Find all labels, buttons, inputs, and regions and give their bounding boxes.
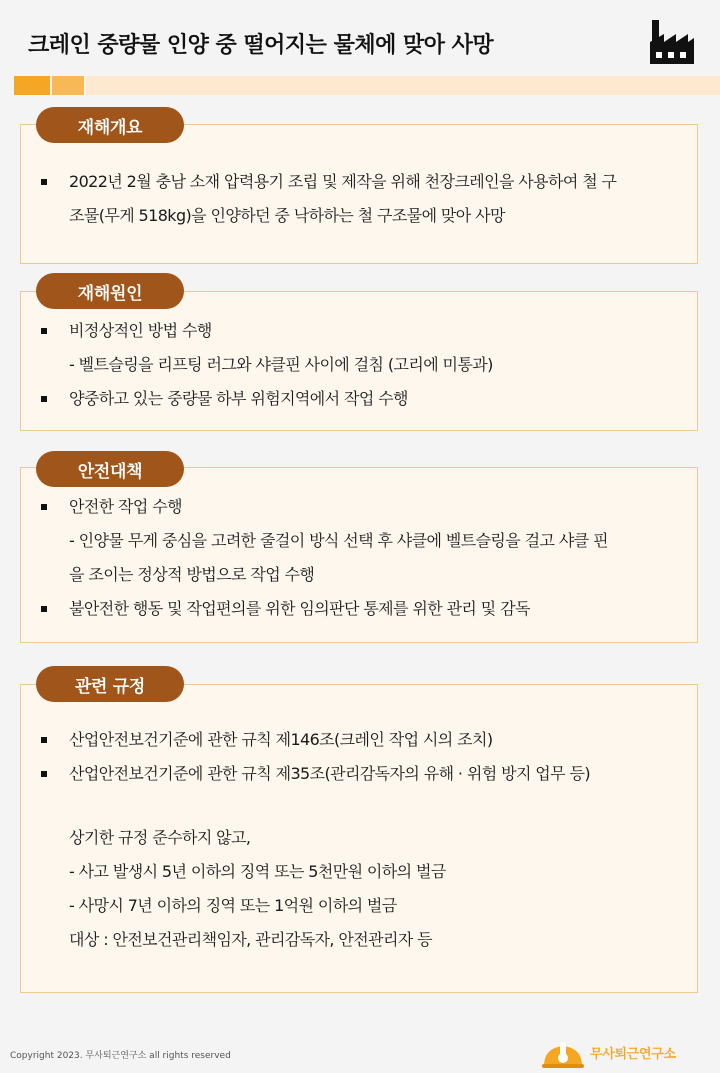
header-accent-bar xyxy=(86,76,720,95)
list-item: - 인양물 무게 중심을 고려한 줄걸이 방식 선택 후 샤클에 벨트슬링을 걸고 샤클 핀 xyxy=(69,531,608,550)
list-item: - 벨트슬링을 리프팅 러그와 샤클핀 사이에 걸침 (고리에 미통과) xyxy=(69,355,493,374)
list-spacer xyxy=(21,791,697,821)
section-cause xyxy=(20,291,698,431)
list-item: 산업안전보건기준에 관한 규칙 제35조(관리감독자의 유해 · 위험 방지 업무 등) xyxy=(21,757,697,791)
logo-text: 무사퇴근연구소 xyxy=(590,1047,676,1062)
list-item: 대상 : 안전보건관리책임자, 관리감독자, 안전관리자 등 xyxy=(69,930,433,949)
hardhat-worker-icon xyxy=(540,1036,586,1070)
section-overview xyxy=(20,124,698,264)
list-item: 불안전한 행동 및 작업편의를 위한 임의판단 통제를 위한 관리 및 감독 xyxy=(21,592,697,626)
list-item: - 사고 발생시 5년 이하의 징역 또는 5천만원 이하의 벌금 xyxy=(69,862,446,881)
list-item: 2022년 2월 충남 소재 압력용기 조립 및 제작을 위해 천장크레인을 사용하여 철 구 xyxy=(21,165,697,199)
section-regulations xyxy=(20,684,698,993)
list-item: 산업안전보건기준에 관한 규칙 제146조(크레인 작업 시의 조치) xyxy=(21,723,697,757)
list-item: 비정상적인 방법 수행 xyxy=(21,314,697,348)
list-item: 조물(무게 518kg)을 인양하던 중 낙하하는 철 구조물에 맞아 사망 xyxy=(69,206,505,225)
list-item: 상기한 규정 준수하지 않고, xyxy=(69,828,251,847)
header-accent-bar xyxy=(14,76,50,95)
list-item: 양중하고 있는 중량물 하부 위험지역에서 작업 수행 xyxy=(21,382,697,416)
section-measures xyxy=(20,467,698,643)
section-tag-regulations: 관련 규정 xyxy=(36,666,184,702)
header-accent-bar xyxy=(52,76,84,95)
copyright-text: Copyright 2023. 무사퇴근연구소 all rights reserved xyxy=(10,1051,231,1061)
page-title: 크레인 중량물 인양 중 떨어지는 물체에 맞아 사망 xyxy=(28,33,494,58)
list-item: 을 조이는 정상적 방법으로 작업 수행 xyxy=(69,565,315,584)
list-item: 안전한 작업 수행 xyxy=(21,490,697,524)
list-item: - 사망시 7년 이하의 징역 또는 1억원 이하의 벌금 xyxy=(69,896,397,915)
footer-logo xyxy=(540,1036,710,1070)
section-tag-overview: 재해개요 xyxy=(36,107,184,143)
section-tag-cause: 재해원인 xyxy=(36,273,184,309)
section-tag-measures: 안전대책 xyxy=(36,451,184,487)
factory-icon xyxy=(646,16,698,68)
